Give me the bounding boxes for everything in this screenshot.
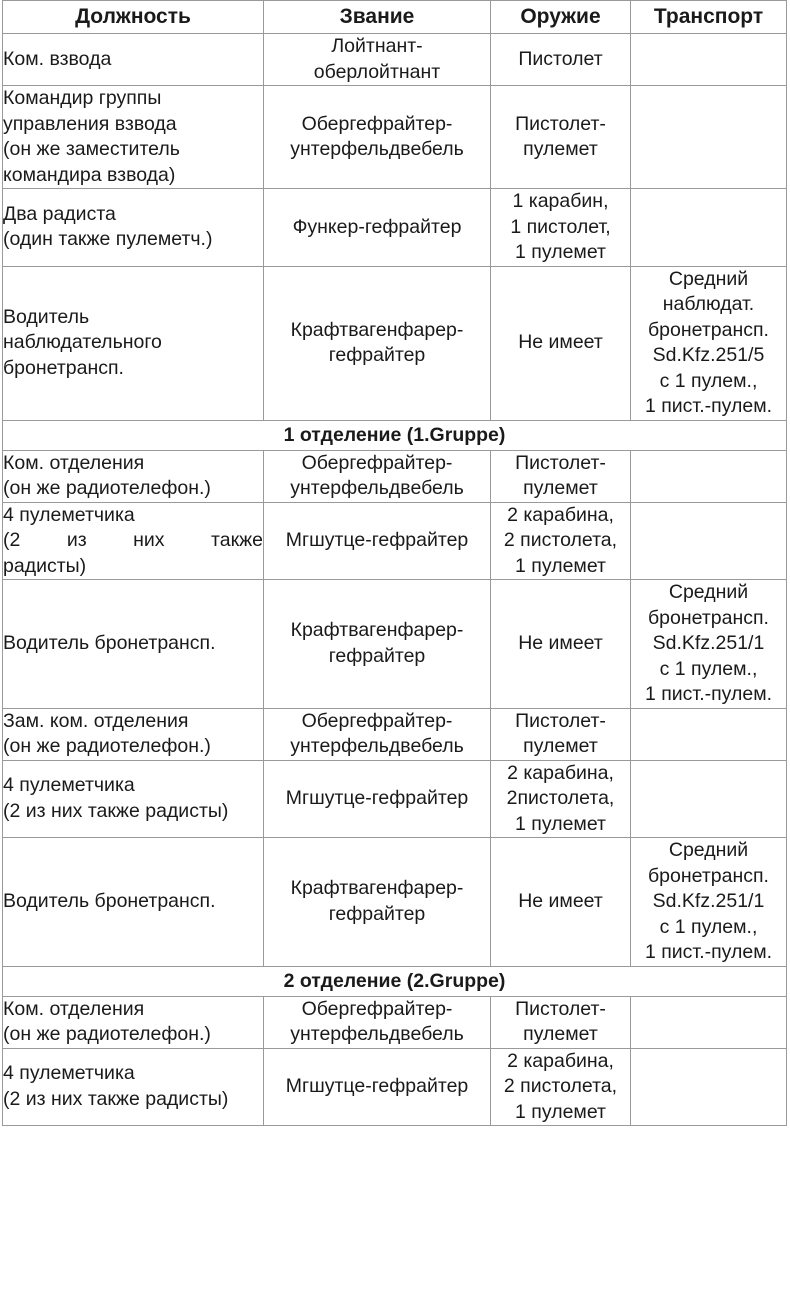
cell-line: (один также пулеметч.) [3,228,213,251]
column-header-rank: Звание [264,1,491,34]
cell-line: унтерфельдвебель [290,1023,464,1045]
cell-line: 2 пистолета, [503,529,618,551]
cell-line: унтерфельдвебель [290,477,464,499]
cell-line: командира взвода) [3,163,176,186]
cell-line: оберлойтнант [313,60,441,83]
cell-line: пулемет [523,477,598,499]
cell-line: бронетрансп. [648,606,769,629]
table-row [3,189,787,267]
cell-line: пулемет [523,138,598,160]
cell-line: Пистолет- [515,997,606,1020]
group-separator-row [3,966,787,996]
cell-line: Водитель бронетрансп. [3,890,216,912]
cell-line: Не имеет [518,632,603,654]
table-row [3,1048,787,1126]
cell-position [3,266,264,420]
cell-rank [264,708,491,760]
cell-line: Два радиста [3,202,116,225]
cell-weapon [491,502,631,580]
cell-line: (2 из них также радисты) [3,1087,229,1110]
cell-line: Мгшутце-гефрайтер [285,787,469,809]
cell-position [3,1048,264,1126]
table-row [3,502,787,580]
cell-line: Ком. отделения [3,997,145,1020]
cell-line: 1 пулемет [515,241,606,263]
table-row [3,580,787,709]
cell-line: Лойтнант- [331,35,423,57]
cell-rank [264,838,491,967]
cell-transport [631,580,787,709]
cell-line: унтерфельдвебель [290,138,464,160]
cell-line: (он же радиотелефон.) [3,735,211,757]
cell-line: (2 из них также радисты) [3,799,229,822]
cell-weapon [491,708,631,760]
cell-line: Функер-гефрайтер [292,215,462,238]
organization-table [2,0,787,1126]
cell-position [3,708,264,760]
cell-weapon [491,189,631,267]
table-row [3,760,787,838]
cell-position [3,502,264,580]
cell-line: пулемет [523,735,598,757]
cell-transport [631,34,787,86]
cell-line: Крафтвагенфарер- [290,619,464,642]
table-row [3,34,787,86]
header-row [3,1,787,34]
cell-weapon [491,450,631,502]
cell-rank [264,86,491,189]
cell-line: радисты) [3,554,87,577]
cell-line: Командир группы [3,87,162,109]
cell-position [3,189,264,267]
cell-line: Водитель бронетрансп. [3,632,216,654]
cell-line: Средний [668,267,749,290]
cell-line: 1 пулемет [515,812,606,835]
cell-position [3,996,264,1048]
cell-position [3,86,264,189]
cell-line: 1 пистолет, [510,215,611,238]
cell-line: Обергефрайтер- [301,112,453,135]
cell-weapon [491,580,631,709]
cell-line: гефрайтер [328,644,426,667]
cell-line: 1 пист.-пулем. [644,941,773,963]
cell-line: унтерфельдвебель [290,735,464,757]
cell-line: с 1 пулем., [659,369,758,392]
cell-line: Sd.Kfz.251/5 [652,344,765,366]
cell-line: 2 карабина, [507,761,614,784]
cell-line: Пистолет- [515,709,606,732]
cell-transport [631,708,787,760]
cell-line: (2 из них также [3,529,263,551]
table-row [3,450,787,502]
group-separator-row [3,420,787,450]
table-row [3,996,787,1048]
cell-line: Обергефрайтер- [301,997,453,1020]
cell-line: с 1 пулем., [659,915,758,938]
cell-line: (он же заместитель [3,138,180,160]
cell-line: Не имеет [518,331,603,354]
table-row [3,838,787,967]
cell-line: 1 пист.-пулем. [644,683,773,705]
cell-transport [631,450,787,502]
table-header [3,1,787,34]
cell-line: Обергефрайтер- [301,709,453,732]
cell-weapon [491,996,631,1048]
cell-line: 1 пулемет [515,1100,606,1123]
cell-line: Средний [668,581,749,603]
cell-line: Зам. ком. отделения [3,709,189,732]
cell-rank [264,580,491,709]
group-label: 1 отделение (1.Gruppe) [3,420,787,450]
cell-weapon [491,760,631,838]
cell-weapon [491,1048,631,1126]
cell-transport [631,189,787,267]
cell-line: Sd.Kfz.251/1 [652,890,765,912]
cell-line: Пистолет- [515,112,606,135]
cell-line: наблюдат. [662,293,755,315]
cell-line: Ком. отделения [3,451,145,474]
group-label: 2 отделение (2.Gruppe) [3,966,787,996]
cell-transport [631,838,787,967]
cell-line: наблюдательного [3,331,162,354]
cell-rank [264,189,491,267]
cell-transport [631,86,787,189]
cell-line: Средний [668,839,749,861]
cell-weapon [491,838,631,967]
cell-line: 4 пулеметчика [3,503,135,526]
cell-transport [631,996,787,1048]
table-row [3,86,787,189]
cell-weapon [491,86,631,189]
cell-rank [264,34,491,86]
cell-line: гефрайтер [328,344,426,366]
cell-position [3,580,264,709]
column-header-weapon: Оружие [491,1,631,34]
cell-line: Не имеет [518,890,603,912]
cell-rank [264,450,491,502]
table-row [3,266,787,420]
cell-line: Sd.Kfz.251/1 [652,632,765,654]
cell-transport [631,502,787,580]
cell-transport [631,266,787,420]
cell-line: 1 карабин, [512,190,609,212]
column-header-transport: Транспорт [631,1,787,34]
cell-line: управления взвода [3,112,177,135]
cell-line: пулемет [523,1023,598,1045]
cell-line: Мгшутце-гефрайтер [285,529,469,551]
cell-line: с 1 пулем., [659,657,758,680]
cell-line: бронетрансп. [648,864,769,887]
cell-rank [264,502,491,580]
cell-line: 2 карабина, [507,1049,614,1072]
cell-position [3,838,264,967]
cell-line: 2пистолета, [506,787,615,809]
cell-line: 1 пулемет [515,554,606,577]
cell-transport [631,760,787,838]
cell-position [3,34,264,86]
cell-line: 4 пулеметчика [3,774,135,797]
cell-line: 2 пистолета, [503,1075,618,1097]
column-header-position: Должность [3,1,264,34]
cell-line: Крафтвагенфарер- [290,877,464,900]
table-body [3,34,787,1126]
cell-line: 1 пист.-пулем. [644,395,773,417]
cell-rank [264,1048,491,1126]
cell-line: Крафтвагенфарер- [290,318,464,341]
cell-line: (он же радиотелефон.) [3,477,211,499]
cell-rank [264,996,491,1048]
cell-position [3,450,264,502]
cell-line: 4 пулеметчика [3,1062,135,1085]
cell-line: 2 карабина, [507,503,614,526]
cell-line: бронетрансп. [3,356,124,379]
cell-line: Ком. взвода [3,47,112,70]
cell-line: гефрайтер [328,902,426,925]
cell-line: бронетрансп. [648,318,769,341]
cell-line: Пистолет [518,47,603,70]
cell-line: Обергефрайтер- [301,451,453,474]
cell-position [3,760,264,838]
table-row [3,708,787,760]
cell-weapon [491,266,631,420]
cell-line: Водитель [3,305,90,328]
cell-line: (он же радиотелефон.) [3,1023,211,1045]
cell-weapon [491,34,631,86]
cell-rank [264,266,491,420]
cell-line: Пистолет- [515,451,606,474]
cell-line: Мгшутце-гефрайтер [285,1075,469,1097]
cell-transport [631,1048,787,1126]
cell-rank [264,760,491,838]
